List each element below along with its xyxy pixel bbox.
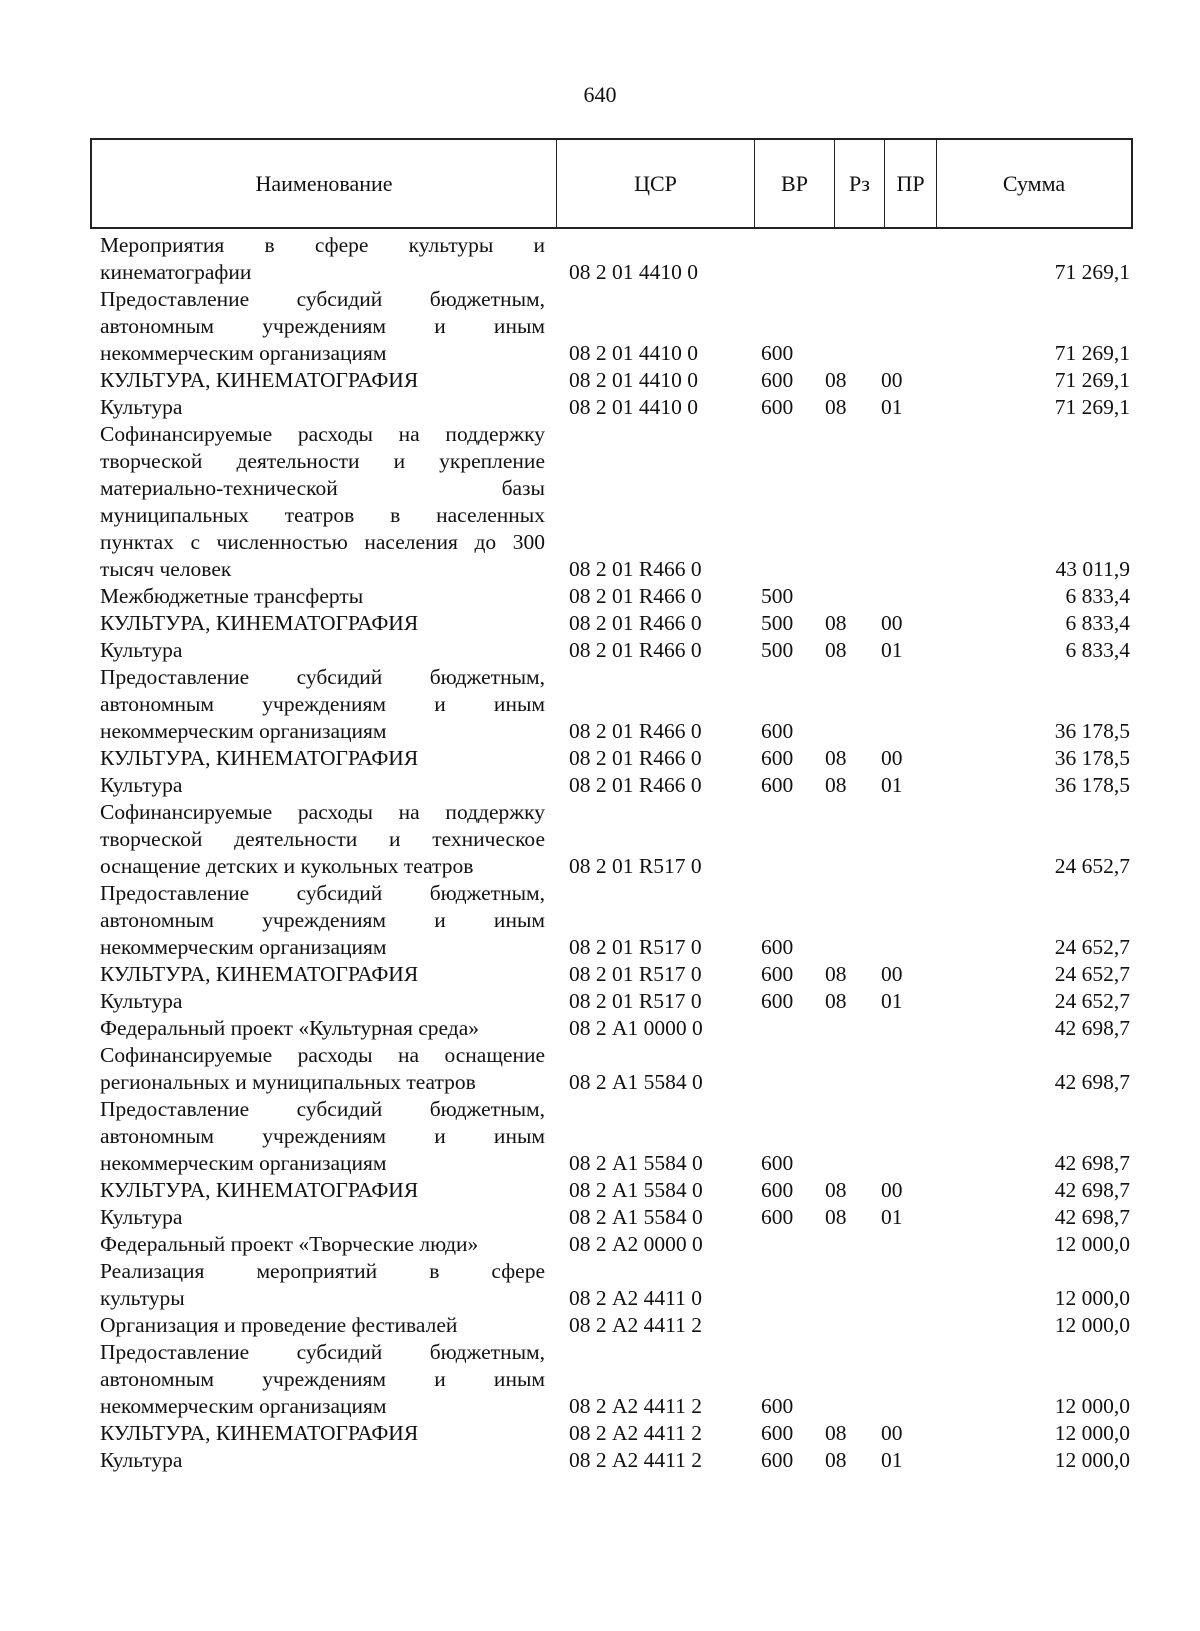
row-pr: 01 [881, 395, 903, 419]
row-name-line: Культура [100, 1448, 183, 1472]
table-row [100, 637, 1130, 664]
row-name-line: Предоставление субсидий бюджетным, [100, 881, 545, 905]
row-vr: 500 [761, 584, 794, 608]
row-name [100, 637, 545, 664]
row-sum: 6 833,4 [1065, 611, 1130, 635]
row-sum: 36 178,5 [1054, 773, 1130, 797]
row-name-line: КУЛЬТУРА, КИНЕМАТОГРАФИЯ [100, 1421, 419, 1445]
row-sum: 71 269,1 [1054, 368, 1130, 392]
row-name-line: Культура [100, 773, 183, 797]
row-name-line: КУЛЬТУРА, КИНЕМАТОГРАФИЯ [100, 611, 419, 635]
row-name [100, 1015, 545, 1042]
row-name [100, 772, 545, 799]
row-pr: 01 [881, 638, 903, 662]
row-rz: 08 [825, 989, 847, 1013]
row-name [100, 583, 545, 610]
row-csr: 08 2 А2 4411 2 [569, 1421, 702, 1445]
row-name [100, 1231, 545, 1258]
table-row [100, 1339, 1130, 1420]
row-sum: 43 011,9 [1055, 557, 1130, 581]
row-rz: 08 [825, 638, 847, 662]
row-name [100, 1339, 545, 1420]
table-row [100, 1015, 1130, 1042]
row-name-line: автономным учреждениям и иным [100, 1124, 545, 1148]
row-name-line: муниципальных театров в населенных [100, 503, 545, 527]
row-csr: 08 2 01 4410 0 [569, 368, 698, 392]
row-vr: 500 [761, 638, 794, 662]
row-csr: 08 2 А2 0000 0 [569, 1232, 703, 1256]
row-name [100, 961, 545, 988]
row-name [100, 799, 545, 880]
row-name-line: оснащение детских и кукольных театров [100, 854, 474, 878]
row-name-line: Культура [100, 989, 183, 1013]
header-rz: Рз [835, 140, 885, 227]
table-row [100, 664, 1130, 745]
row-name [100, 286, 545, 367]
table-row [100, 1204, 1130, 1231]
row-name [100, 1420, 545, 1447]
table-row [100, 1096, 1130, 1177]
row-csr: 08 2 01 R466 0 [569, 719, 702, 743]
row-name-line: автономным учреждениям и иным [100, 1367, 545, 1391]
row-csr: 08 2 А2 4411 2 [569, 1394, 702, 1418]
row-name-line: Организация и проведение фестивалей [100, 1313, 458, 1337]
row-vr: 600 [761, 395, 794, 419]
row-name-line: кинематографии [100, 260, 252, 284]
table-body [100, 232, 1130, 1474]
row-name-line: Мероприятия в сфере культуры и [100, 233, 545, 257]
row-name-line: пунктах с численностью населения до 300 [100, 530, 545, 554]
table-row [100, 799, 1130, 880]
row-name-line: Межбюджетные трансферты [100, 584, 364, 608]
row-sum: 71 269,1 [1054, 395, 1130, 419]
row-sum: 42 698,7 [1054, 1016, 1130, 1040]
table-row [100, 745, 1130, 772]
table-row [100, 232, 1130, 286]
row-pr: 01 [881, 989, 903, 1013]
table-row [100, 988, 1130, 1015]
row-sum: 24 652,7 [1054, 935, 1130, 959]
table-row [100, 583, 1130, 610]
row-csr: 08 2 А1 0000 0 [569, 1016, 703, 1040]
table-row [100, 1231, 1130, 1258]
row-vr: 500 [761, 611, 794, 635]
row-name-line: КУЛЬТУРА, КИНЕМАТОГРАФИЯ [100, 368, 419, 392]
row-name-line: КУЛЬТУРА, КИНЕМАТОГРАФИЯ [100, 746, 419, 770]
row-sum: 42 698,7 [1054, 1070, 1130, 1094]
row-name-line: культуры [100, 1286, 185, 1310]
header-csr: ЦСР [557, 140, 755, 227]
row-vr: 600 [761, 773, 794, 797]
row-pr: 00 [881, 1178, 903, 1202]
row-name-line: КУЛЬТУРА, КИНЕМАТОГРАФИЯ [100, 1178, 419, 1202]
row-name-line: Культура [100, 638, 183, 662]
table-row [100, 1312, 1130, 1339]
row-csr: 08 2 01 4410 0 [569, 260, 698, 284]
row-rz: 08 [825, 1205, 847, 1229]
table-row [100, 1258, 1130, 1312]
row-csr: 08 2 01 4410 0 [569, 341, 698, 365]
row-pr: 00 [881, 746, 903, 770]
row-name [100, 1042, 545, 1096]
row-name-line: автономным учреждениям и иным [100, 314, 545, 338]
row-vr: 600 [761, 1178, 794, 1202]
row-name-line: некоммерческим организациям [100, 1394, 387, 1418]
row-pr: 00 [881, 1421, 903, 1445]
row-sum: 12 000,0 [1054, 1286, 1130, 1310]
row-csr: 08 2 01 R466 0 [569, 773, 702, 797]
row-name-line: материально-технической базы [100, 476, 545, 500]
row-csr: 08 2 01 R466 0 [569, 557, 702, 581]
row-name-line: автономным учреждениям и иным [100, 692, 545, 716]
row-name-line: творческой деятельности и укрепление [100, 449, 545, 473]
row-sum: 36 178,5 [1054, 746, 1130, 770]
row-name [100, 394, 545, 421]
row-sum: 12 000,0 [1054, 1448, 1130, 1472]
row-rz: 08 [825, 773, 847, 797]
row-vr: 600 [761, 341, 794, 365]
row-name [100, 1096, 545, 1177]
row-csr: 08 2 01 R466 0 [569, 638, 702, 662]
row-name-line: автономным учреждениям и иным [100, 908, 545, 932]
row-name-line: Предоставление субсидий бюджетным, [100, 665, 545, 689]
row-name-line: Федеральный проект «Культурная среда» [100, 1016, 480, 1040]
row-rz: 08 [825, 746, 847, 770]
row-csr: 08 2 01 R466 0 [569, 611, 702, 635]
row-name [100, 1204, 545, 1231]
row-name-line: творческой деятельности и техническое [100, 827, 545, 851]
table-row [100, 286, 1130, 367]
row-csr: 08 2 01 R517 0 [569, 854, 702, 878]
row-csr: 08 2 А1 5584 0 [569, 1205, 703, 1229]
row-sum: 42 698,7 [1054, 1205, 1130, 1229]
row-name [100, 1312, 545, 1339]
row-rz: 08 [825, 368, 847, 392]
row-pr: 01 [881, 1205, 903, 1229]
table-row [100, 1042, 1130, 1096]
row-vr: 600 [761, 746, 794, 770]
row-name-line: некоммерческим организациям [100, 719, 387, 743]
table-row [100, 421, 1130, 583]
row-sum: 71 269,1 [1054, 341, 1130, 365]
row-name-line: Софинансируемые расходы на поддержку [100, 800, 545, 824]
row-name [100, 232, 545, 286]
table-row [100, 610, 1130, 637]
row-sum: 6 833,4 [1065, 638, 1130, 662]
table-row [100, 772, 1130, 799]
row-rz: 08 [825, 1178, 847, 1202]
row-vr: 600 [761, 1205, 794, 1229]
row-name [100, 664, 545, 745]
row-sum: 24 652,7 [1054, 854, 1130, 878]
table-row [100, 1420, 1130, 1447]
table-row [100, 1447, 1130, 1474]
row-csr: 08 2 А1 5584 0 [569, 1151, 703, 1175]
row-csr: 08 2 01 R517 0 [569, 935, 702, 959]
row-sum: 6 833,4 [1065, 584, 1130, 608]
row-name-line: Реализация мероприятий в сфере [100, 1259, 545, 1283]
row-name [100, 610, 545, 637]
row-vr: 600 [761, 1151, 794, 1175]
row-name-line: Предоставление субсидий бюджетным, [100, 287, 545, 311]
row-rz: 08 [825, 1421, 847, 1445]
row-name-line: Культура [100, 1205, 183, 1229]
row-csr: 08 2 01 R517 0 [569, 989, 702, 1013]
row-name [100, 1177, 545, 1204]
row-csr: 08 2 01 R466 0 [569, 584, 702, 608]
row-vr: 600 [761, 1421, 794, 1445]
row-sum: 42 698,7 [1054, 1151, 1130, 1175]
header-vr: ВР [755, 140, 835, 227]
row-csr: 08 2 А2 4411 2 [569, 1448, 702, 1472]
row-rz: 08 [825, 611, 847, 635]
row-name-line: Софинансируемые расходы на поддержку [100, 422, 545, 446]
row-name-line: Предоставление субсидий бюджетным, [100, 1340, 545, 1364]
table-row [100, 1177, 1130, 1204]
row-pr: 00 [881, 368, 903, 392]
row-csr: 08 2 А2 4411 2 [569, 1313, 702, 1337]
row-pr: 01 [881, 1448, 903, 1472]
row-name-line: Федеральный проект «Творческие люди» [100, 1232, 479, 1256]
row-vr: 600 [761, 1394, 794, 1418]
row-sum: 12 000,0 [1054, 1394, 1130, 1418]
row-name [100, 367, 545, 394]
row-sum: 42 698,7 [1054, 1178, 1130, 1202]
row-sum: 36 178,5 [1054, 719, 1130, 743]
row-sum: 12 000,0 [1054, 1232, 1130, 1256]
row-name-line: КУЛЬТУРА, КИНЕМАТОГРАФИЯ [100, 962, 419, 986]
row-vr: 600 [761, 719, 794, 743]
row-name-line: некоммерческим организациям [100, 935, 387, 959]
row-sum: 24 652,7 [1054, 989, 1130, 1013]
row-vr: 600 [761, 962, 794, 986]
row-name [100, 880, 545, 961]
row-name-line: Предоставление субсидий бюджетным, [100, 1097, 545, 1121]
row-sum: 12 000,0 [1054, 1421, 1130, 1445]
row-name-line: Софинансируемые расходы на оснащение [100, 1043, 545, 1067]
row-name [100, 988, 545, 1015]
row-rz: 08 [825, 962, 847, 986]
table-row [100, 880, 1130, 961]
row-name [100, 421, 545, 583]
row-csr: 08 2 А1 5584 0 [569, 1070, 703, 1094]
row-csr: 08 2 А2 4411 0 [569, 1286, 702, 1310]
row-csr: 08 2 01 R517 0 [569, 962, 702, 986]
row-csr: 08 2 01 R466 0 [569, 746, 702, 770]
row-name-line: некоммерческим организациям [100, 1151, 387, 1175]
row-pr: 00 [881, 962, 903, 986]
row-rz: 08 [825, 1448, 847, 1472]
page-number: 640 [583, 82, 617, 107]
table-row [100, 367, 1130, 394]
row-vr: 600 [761, 368, 794, 392]
row-pr: 01 [881, 773, 903, 797]
table-row [100, 961, 1130, 988]
row-rz: 08 [825, 395, 847, 419]
row-csr: 08 2 А1 5584 0 [569, 1178, 703, 1202]
row-name-line: Культура [100, 395, 183, 419]
row-csr: 08 2 01 4410 0 [569, 395, 698, 419]
row-pr: 00 [881, 611, 903, 635]
header-sum: Сумма [1002, 170, 1066, 196]
row-name-line: тысяч человек [100, 557, 232, 581]
table-row [100, 394, 1130, 421]
row-vr: 600 [761, 989, 794, 1013]
row-sum: 71 269,1 [1054, 260, 1130, 284]
row-sum: 12 000,0 [1054, 1313, 1130, 1337]
row-name [100, 745, 545, 772]
row-sum: 24 652,7 [1054, 962, 1130, 986]
row-vr: 600 [761, 935, 794, 959]
row-name-line: региональных и муниципальных театров [100, 1070, 476, 1094]
header-name: Наименование [92, 140, 557, 227]
row-vr: 600 [761, 1448, 794, 1472]
header-pr: ПР [885, 140, 937, 227]
row-name-line: некоммерческим организациям [100, 341, 387, 365]
row-name [100, 1447, 545, 1474]
table-header [90, 138, 1133, 229]
row-name [100, 1258, 545, 1312]
